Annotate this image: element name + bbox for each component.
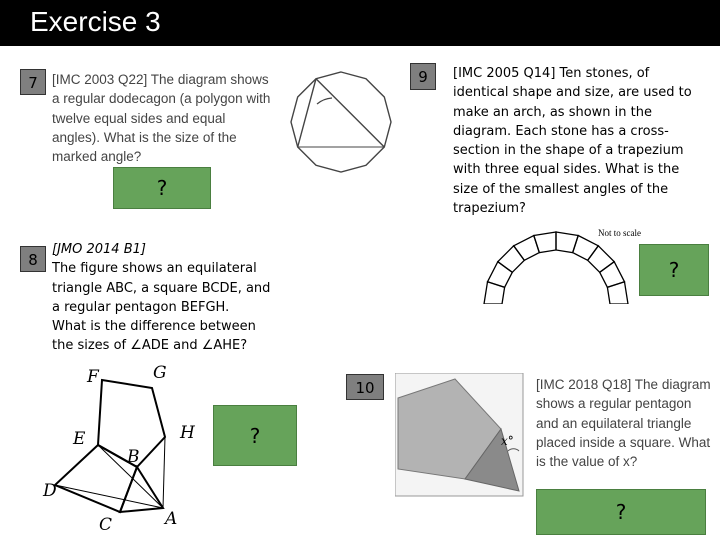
label-f: F bbox=[87, 367, 99, 387]
label-a: A bbox=[165, 509, 178, 529]
arch-stone bbox=[498, 246, 525, 272]
arch-stone bbox=[556, 232, 578, 253]
arch-figure bbox=[466, 224, 646, 304]
question-7-text: [IMC 2003 Q22] The diagram shows a regular dodecagon (a polygon with twelve equal sides and equal angles). What is the size of the marked angle? bbox=[52, 70, 272, 166]
title-bar bbox=[0, 0, 720, 46]
question-8-answer-button[interactable]: ? bbox=[213, 405, 297, 466]
pentagon-in-square-figure bbox=[395, 373, 525, 498]
arch-stone bbox=[534, 232, 556, 253]
label-d: D bbox=[43, 481, 57, 501]
question-8-text bbox=[52, 240, 282, 356]
question-8-source: [JMO 2014 B1] bbox=[52, 242, 146, 257]
question-8-number: 8 bbox=[20, 246, 46, 272]
question-9-text: [IMC 2005 Q14] Ten stones, of identical shape and size, are used to make an arch, as shown in the diagram. Each stone has a cross-section in the shape of a trapezium with three equal sides. What is the size of the smallest angles of the trapezium? bbox=[453, 66, 692, 217]
question-8-line-5: the sizes of ∠ADE and ∠AHE? bbox=[52, 338, 248, 354]
label-h: H bbox=[180, 423, 195, 443]
not-to-scale-note: Not to scale bbox=[598, 228, 641, 238]
page-title: Exercise 3 bbox=[30, 6, 161, 37]
label-c: C bbox=[99, 515, 113, 535]
label-e: E bbox=[73, 429, 86, 449]
arch-stone bbox=[484, 282, 505, 304]
question-9-answer-button[interactable]: ? bbox=[639, 244, 709, 296]
arch-stone bbox=[573, 236, 599, 261]
question-8-line-1: The figure shows an equilateral bbox=[52, 261, 257, 277]
question-10-number: 10 bbox=[346, 374, 384, 400]
label-g: G bbox=[153, 363, 167, 383]
question-7-number: 7 bbox=[20, 69, 46, 95]
question-8-line-3: a regular pentagon BEFGH. bbox=[52, 299, 230, 315]
arch-stone bbox=[607, 282, 628, 304]
question-8-line-4: What is the difference between bbox=[52, 319, 256, 335]
label-b: B bbox=[127, 447, 140, 467]
pentagon-square-triangle-figure bbox=[35, 360, 215, 535]
question-8-line-2: triangle ABC, a square BCDE, and bbox=[52, 280, 271, 296]
arch-stone bbox=[588, 246, 615, 272]
question-10-text: [IMC 2018 Q18] The diagram shows a regular pentagon and an equilateral triangle placed inside a square. What is the value of x? bbox=[536, 375, 711, 471]
question-9-number: 9 bbox=[410, 63, 436, 90]
angle-x-label: x° bbox=[501, 434, 514, 448]
dodecagon-figure bbox=[287, 68, 395, 176]
arch-stone bbox=[488, 262, 513, 288]
question-10-answer-button[interactable]: ? bbox=[536, 489, 706, 535]
question-7-answer-button[interactable]: ? bbox=[113, 167, 211, 209]
